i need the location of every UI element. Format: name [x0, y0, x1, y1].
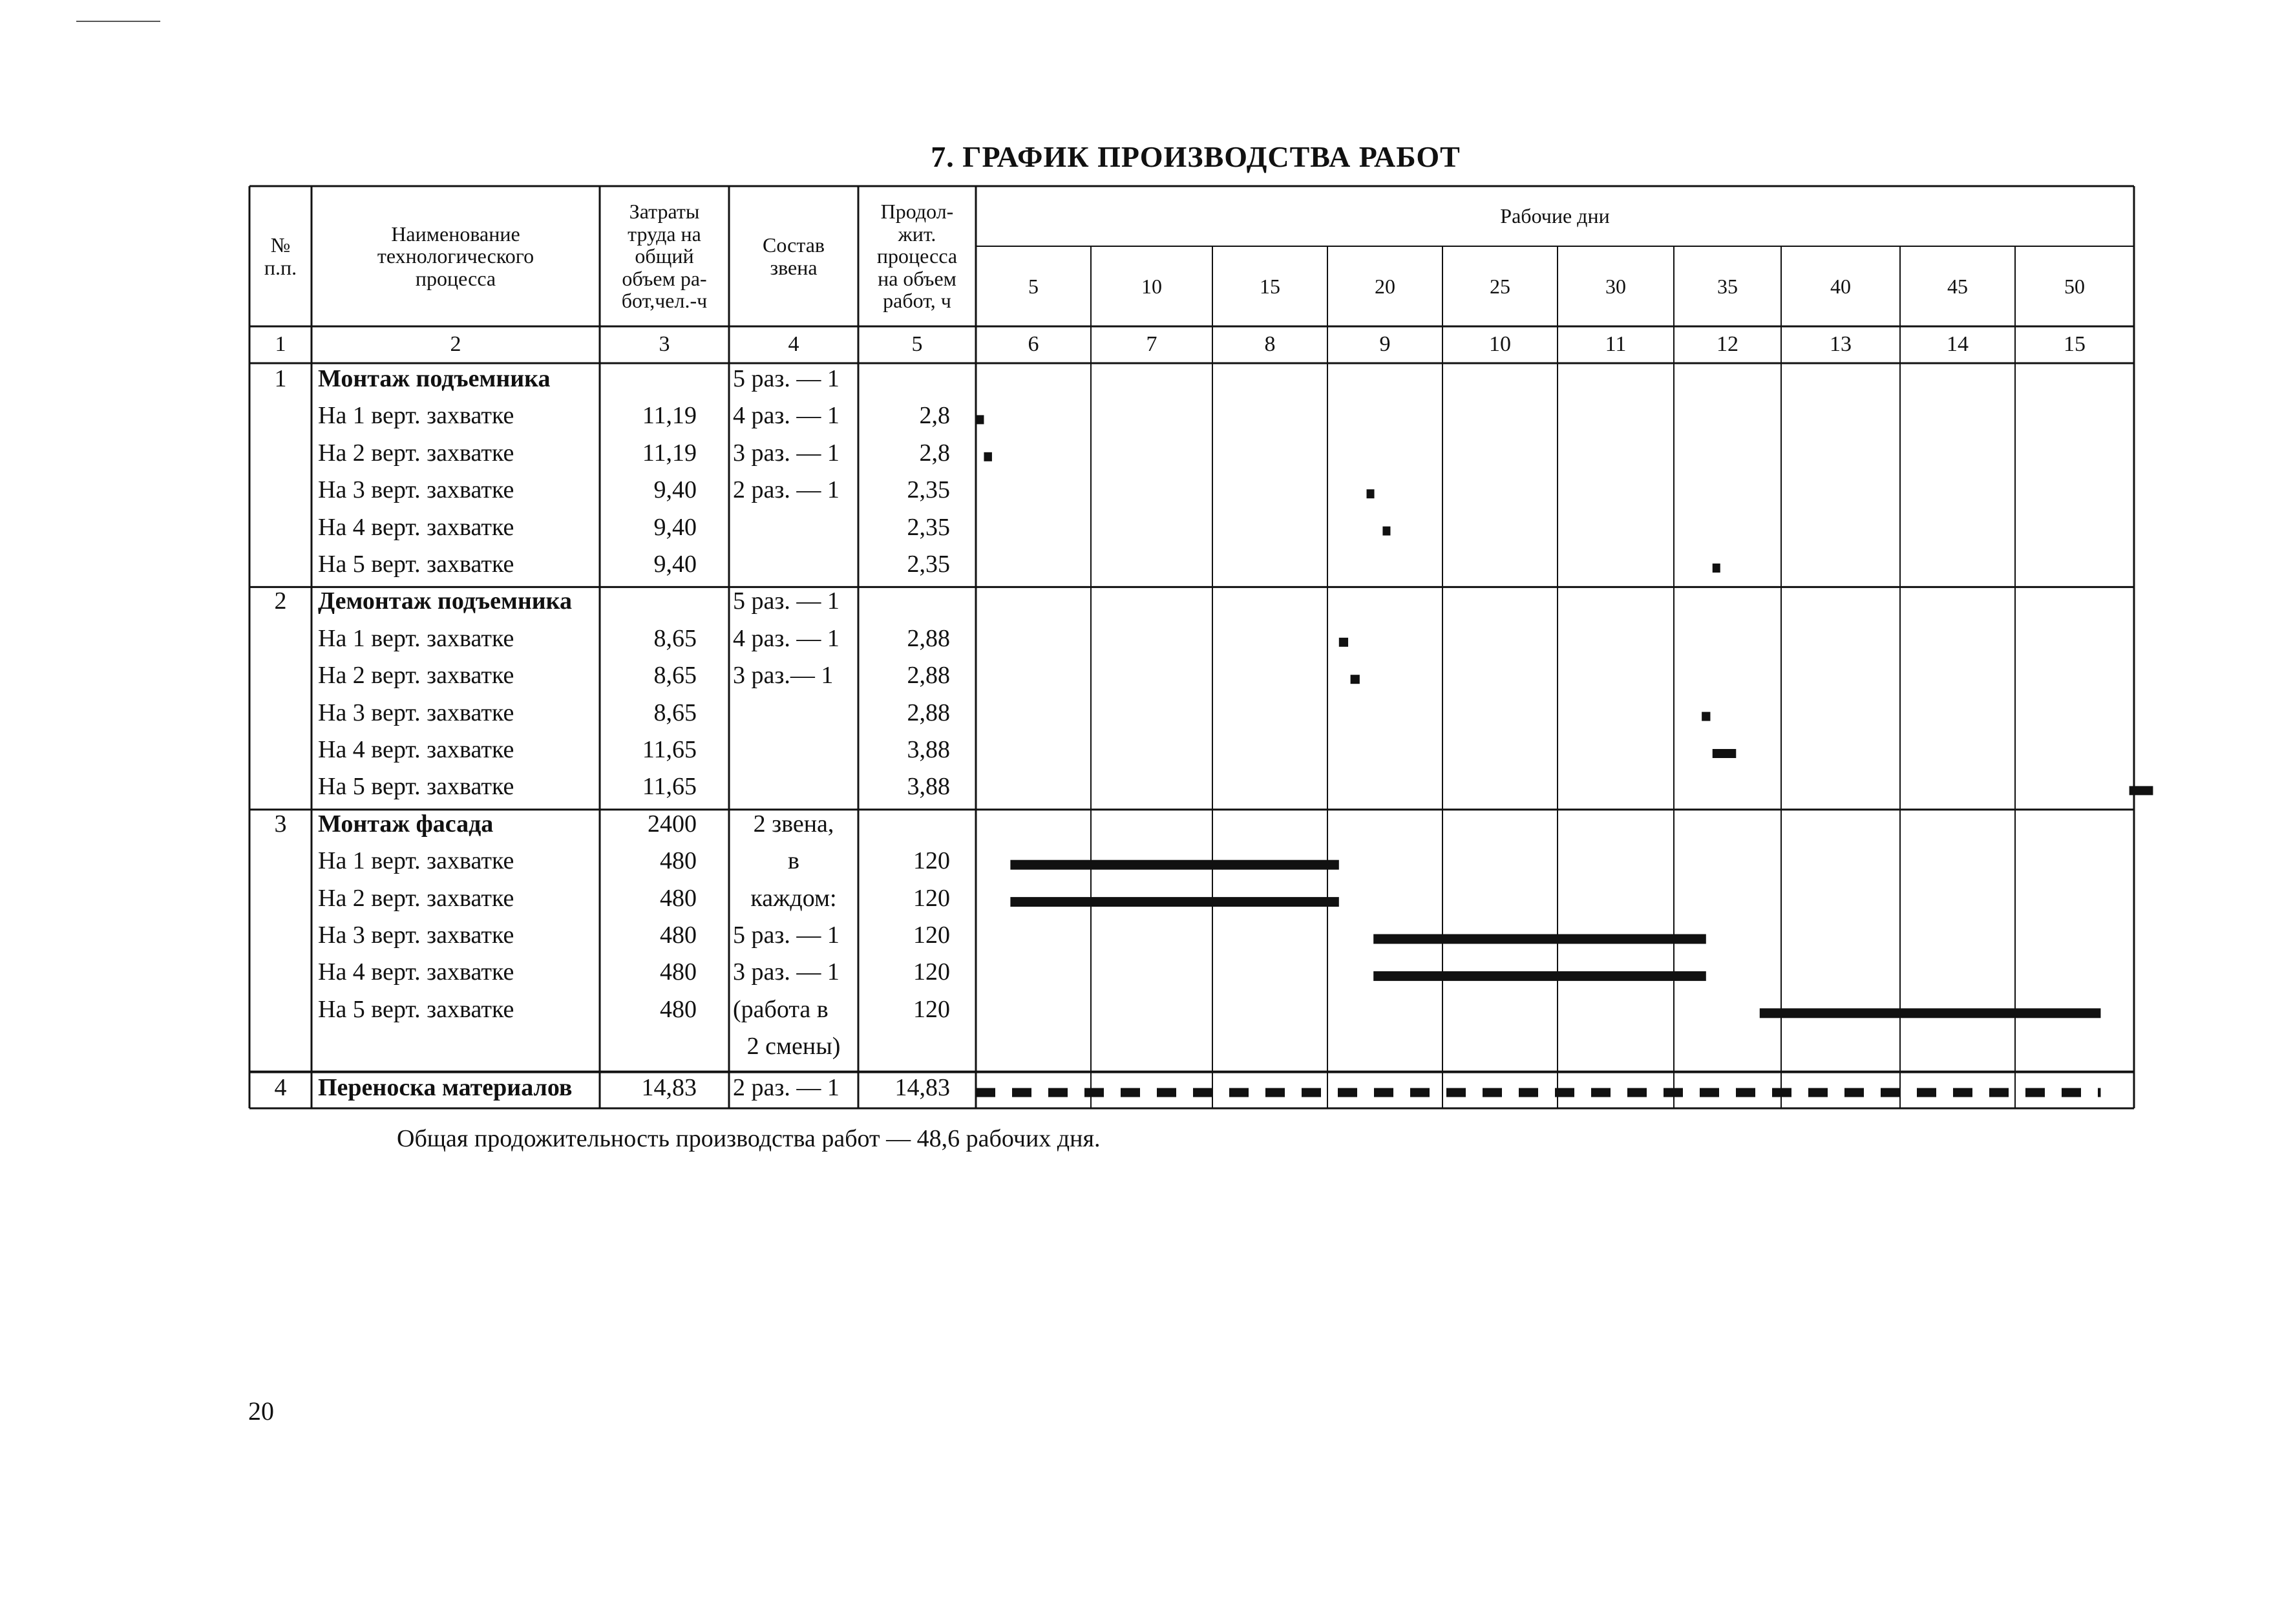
- process-name: На 2 верт. захватке: [318, 662, 514, 690]
- process-name: На 5 верт. захватке: [318, 995, 514, 1023]
- duration-hours: 3,88: [907, 736, 950, 763]
- gantt-bar-dash: [1881, 1088, 1900, 1097]
- column-number: 2: [450, 332, 461, 357]
- day-tick-label: 10: [1141, 274, 1162, 298]
- row-number: 1: [274, 365, 287, 392]
- column-number: 9: [1379, 332, 1391, 357]
- gantt-bar: [1382, 527, 1390, 536]
- gantt-bar-dash: [1844, 1088, 1864, 1097]
- gantt-bar: [984, 452, 991, 461]
- gantt-bar-dash: [1953, 1088, 1972, 1097]
- page-number: 20: [248, 1397, 274, 1426]
- process-name: На 4 верт. захватке: [318, 736, 514, 763]
- process-name: На 2 верт. захватке: [318, 439, 514, 467]
- team-composition: 2 раз. — 1: [733, 1073, 840, 1101]
- gantt-bar: [1339, 638, 1348, 647]
- gantt-bar-dash: [1664, 1088, 1683, 1097]
- day-tick-label: 35: [1717, 274, 1738, 298]
- row-number: 4: [274, 1073, 287, 1101]
- team-composition: 2 смены): [746, 1033, 841, 1060]
- header-duration: Продол-жит. процесса на объем работ, ч: [876, 200, 958, 313]
- team-composition: каждом:: [750, 884, 837, 912]
- process-name: Монтаж фасада: [318, 810, 494, 838]
- labor-cost: 480: [660, 922, 697, 949]
- day-tick-label: 20: [1375, 274, 1395, 298]
- gantt-bar-dash: [976, 1088, 995, 1097]
- gantt-bar: [976, 415, 984, 424]
- process-name: На 4 верт. захватке: [318, 513, 514, 541]
- duration-hours: 14,83: [894, 1073, 950, 1101]
- column-number: 8: [1264, 332, 1276, 357]
- team-composition: 5 раз. — 1: [733, 587, 840, 615]
- team-composition: 4 раз. — 1: [733, 624, 840, 652]
- gantt-bar: [1010, 897, 1338, 907]
- gantt-bar-dash: [2062, 1088, 2081, 1097]
- labor-cost: 8,65: [653, 624, 697, 652]
- labor-cost: 9,40: [653, 476, 697, 504]
- gantt-bar-dash: [1627, 1088, 1647, 1097]
- gantt-bar-dash: [1989, 1088, 2009, 1097]
- column-number: 5: [911, 332, 923, 357]
- day-tick-label: 15: [1260, 274, 1280, 298]
- process-name: На 4 верт. захватке: [318, 958, 514, 986]
- column-number: 13: [1830, 332, 1852, 357]
- labor-cost: 9,40: [653, 551, 697, 578]
- column-number: 15: [2064, 332, 2086, 357]
- gantt-bar-dash: [1483, 1088, 1502, 1097]
- process-name: Демонтаж подъемника: [318, 587, 572, 615]
- gantt-bar-dash: [1374, 1088, 1393, 1097]
- gantt-bar-dash: [1772, 1088, 1791, 1097]
- gantt-bar-dash: [1519, 1088, 1538, 1097]
- labor-cost: 11,19: [642, 402, 697, 430]
- column-number: 6: [1028, 332, 1039, 357]
- duration-hours: 2,35: [907, 476, 950, 504]
- process-name: Монтаж подъемника: [318, 365, 551, 392]
- duration-hours: 120: [913, 847, 950, 875]
- gantt-bar-dash: [1157, 1088, 1176, 1097]
- labor-cost: 9,40: [653, 513, 697, 541]
- duration-hours: 120: [913, 922, 950, 949]
- gantt-bar-dash: [1446, 1088, 1466, 1097]
- team-composition: 3 раз.— 1: [733, 662, 834, 690]
- duration-hours: 120: [913, 995, 950, 1023]
- column-number: 14: [1947, 332, 1969, 357]
- total-duration-note: Общая продожительность производства работ — 48,6 рабочих дня.: [397, 1125, 1101, 1152]
- duration-hours: 2,88: [907, 699, 950, 726]
- duration-hours: 2,8: [919, 402, 950, 430]
- process-name: На 3 верт. захватке: [318, 476, 514, 504]
- process-name: На 2 верт. захватке: [318, 884, 514, 912]
- duration-hours: 2,35: [907, 551, 950, 578]
- process-name: На 3 верт. захватке: [318, 922, 514, 949]
- team-composition: 4 раз. — 1: [733, 402, 840, 430]
- gantt-bar: [1713, 564, 1720, 573]
- day-tick-label: 25: [1490, 274, 1510, 298]
- process-name: На 1 верт. захватке: [318, 402, 514, 430]
- gantt-bar: [1702, 712, 1710, 721]
- team-composition: (работа в: [733, 995, 829, 1023]
- gantt-bar-dash: [1265, 1088, 1285, 1097]
- team-composition: 5 раз. — 1: [733, 922, 840, 949]
- gantt-bar: [1713, 749, 1737, 758]
- team-composition: 3 раз. — 1: [733, 439, 840, 467]
- gantt-bar-dash: [1193, 1088, 1212, 1097]
- gantt-bar-dash: [1229, 1088, 1249, 1097]
- column-number: 1: [275, 332, 286, 357]
- team-composition: 3 раз. — 1: [733, 958, 840, 986]
- gantt-bar: [1351, 675, 1360, 684]
- labor-cost: 11,19: [642, 439, 697, 467]
- gantt-bar-dash: [1084, 1088, 1104, 1097]
- column-number: 12: [1717, 332, 1738, 357]
- process-name: На 3 верт. захватке: [318, 699, 514, 726]
- gantt-bar-dash: [1012, 1088, 1031, 1097]
- team-composition: в: [788, 847, 799, 875]
- header-process-name: Наименование технологического процесса: [377, 222, 534, 290]
- column-number: 10: [1489, 332, 1511, 357]
- gantt-bar-dash: [1591, 1088, 1611, 1097]
- gantt-bar: [1373, 934, 1706, 944]
- header-no: № п.п.: [264, 233, 297, 279]
- duration-hours: 2,88: [907, 624, 950, 652]
- gantt-bar: [1010, 860, 1338, 870]
- process-name: На 5 верт. захватке: [318, 773, 514, 801]
- duration-hours: 2,88: [907, 662, 950, 690]
- duration-hours: 2,35: [907, 513, 950, 541]
- labor-cost: 8,65: [653, 699, 697, 726]
- labor-cost: 2400: [648, 810, 697, 838]
- labor-cost: 8,65: [653, 662, 697, 690]
- gantt-bar-dash: [1700, 1088, 1719, 1097]
- duration-hours: 120: [913, 884, 950, 912]
- labor-cost: 480: [660, 995, 697, 1023]
- gantt-bar-dash: [2025, 1088, 2045, 1097]
- gantt-bar: [1760, 1008, 2101, 1018]
- row-number: 2: [274, 587, 287, 615]
- labor-cost: 480: [660, 884, 697, 912]
- process-name: На 5 верт. захватке: [318, 551, 514, 578]
- column-number: 11: [1605, 332, 1627, 357]
- team-composition: 2 раз. — 1: [733, 476, 840, 504]
- gantt-bar-dash: [1736, 1088, 1755, 1097]
- day-tick-label: 45: [1947, 274, 1968, 298]
- gantt-bar-dash: [1808, 1088, 1828, 1097]
- day-tick-label: 30: [1605, 274, 1626, 298]
- day-tick-label: 40: [1830, 274, 1851, 298]
- gantt-bar-dash: [1555, 1088, 1574, 1097]
- header-working-days: Рабочие дни: [1500, 204, 1610, 228]
- duration-hours: 2,8: [919, 439, 950, 467]
- column-number: 7: [1146, 332, 1157, 357]
- labor-cost: 480: [660, 958, 697, 986]
- gantt-bar: [2129, 786, 2153, 795]
- row-number: 3: [274, 810, 287, 838]
- duration-hours: 3,88: [907, 773, 950, 801]
- column-number: 4: [788, 332, 799, 357]
- column-number: 3: [659, 332, 670, 357]
- gantt-bar-dash: [1338, 1088, 1357, 1097]
- gantt-bar-dash: [1917, 1088, 1936, 1097]
- labor-cost: 11,65: [642, 736, 697, 763]
- gantt-bar-dash: [1121, 1088, 1140, 1097]
- gantt-bar-dash: [1302, 1088, 1321, 1097]
- labor-cost: 11,65: [642, 773, 697, 801]
- team-composition: 5 раз. — 1: [733, 365, 840, 392]
- gantt-bar-dash: [1410, 1088, 1430, 1097]
- gantt-bar: [1367, 489, 1375, 498]
- gantt-bar: [1373, 971, 1706, 981]
- process-name: На 1 верт. захватке: [318, 624, 514, 652]
- gantt-bar-dash: [1048, 1088, 1068, 1097]
- header-labor: Затраты труда на общий объем ра-бот,чел.-ч: [621, 200, 708, 313]
- labor-cost: 480: [660, 847, 697, 875]
- labor-cost: 14,83: [641, 1073, 697, 1101]
- header-team: Состав звена: [762, 233, 825, 279]
- page-title: 7. ГРАФИК ПРОИЗВОДСТВА РАБОТ: [931, 140, 1461, 173]
- team-composition: 2 звена,: [753, 810, 834, 838]
- gantt-bar-dash: [2098, 1088, 2100, 1097]
- day-tick-label: 50: [2064, 274, 2085, 298]
- process-name: На 1 верт. захватке: [318, 847, 514, 875]
- day-tick-label: 5: [1028, 274, 1039, 298]
- process-name: Переноска материалов: [318, 1073, 573, 1101]
- duration-hours: 120: [913, 958, 950, 986]
